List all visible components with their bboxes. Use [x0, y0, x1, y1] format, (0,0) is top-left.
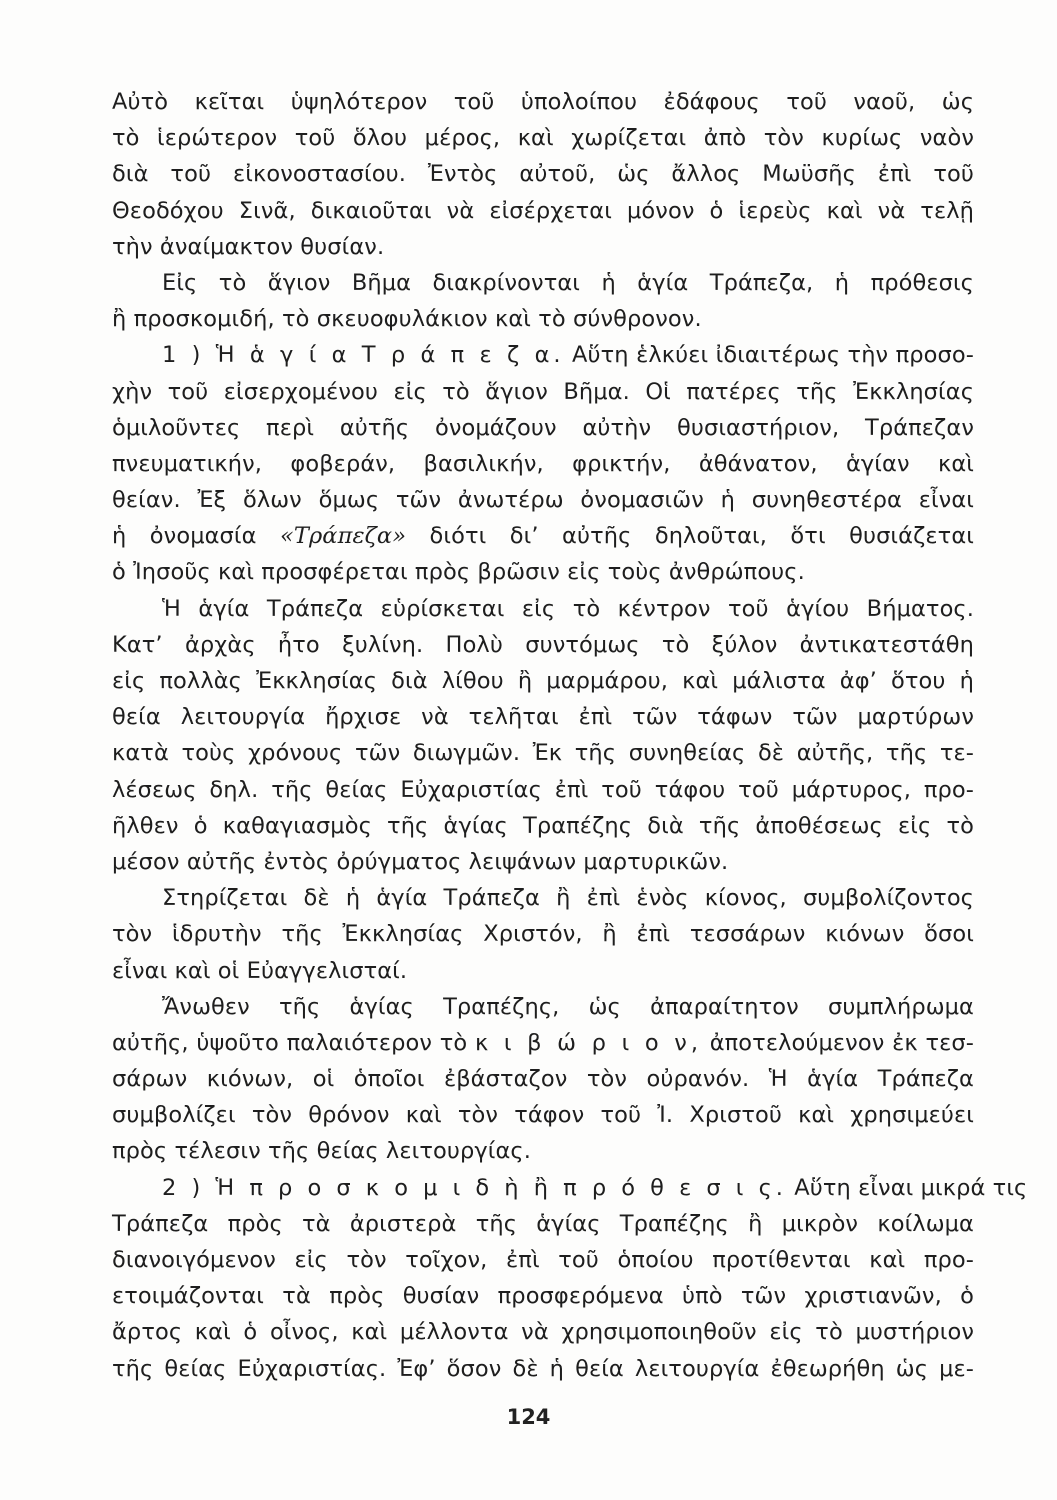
section-heading-line: [112, 1170, 1028, 1206]
text-line: ὁ Ἰησοῦς καὶ προσφέρεται πρὸς βρῶσιν εἰς τοὺς ἀνθρώπους.: [112, 559, 805, 586]
section-heading-line: [112, 337, 974, 373]
text-line: πρὸς τέλεσιν τῆς θείας λειτουργίας.: [112, 1138, 531, 1165]
text-line: λέσεως δηλ. τῆς θείας Εὐχαριστίας ἐπὶ τοῦ τάφου τοῦ μάρτυρος, προ-: [112, 776, 974, 803]
emphasized-term: «Τράπεζα»: [279, 523, 407, 550]
text-line: εἶναι καὶ οἱ Εὐαγγελισταί.: [112, 957, 408, 984]
text-line: ἢ προσκομιδή, τὸ σκευοφυλάκιον καὶ τὸ σύνθρονον.: [112, 306, 702, 333]
page-number: 124: [506, 1405, 551, 1429]
text-line: Θεοδόχου Σινᾶ, δικαιοῦται νὰ εἰσέρχεται μόνον ὁ ἱερεὺς καὶ νὰ τελῇ: [112, 197, 974, 224]
text-fragment: Αὕτη ἑλκύει ἰδιαιτέρως τὴν προσο-: [572, 342, 974, 369]
text-line: [112, 518, 974, 554]
text-line: Ἄνωθεν τῆς ἁγίας Τραπέζης, ὡς ἀπαραίτητον συμπλήρωμα: [162, 993, 974, 1020]
text-line: ὁμιλοῦντες περὶ αὐτῆς ὀνομάζουν αὐτὴν θυσιαστήριον, Τράπεζαν: [112, 414, 974, 441]
section-heading-holy-table: 1 ) Ἡ ἁ γ ί α Τ ρ ά π ε ζ α.: [162, 342, 565, 369]
text-line: [112, 1025, 974, 1061]
text-line: θεία λειτουργία ἤρχισε νὰ τελῆται ἐπὶ τῶν τάφων τῶν μαρτύρων: [112, 704, 974, 731]
text-fragment: ἀποτελούμενον ἐκ τεσ-: [709, 1029, 974, 1056]
spaced-term-kivorion: κ ι β ώ ρ ι ο ν,: [475, 1029, 702, 1056]
text-line: Εἰς τὸ ἅγιον Βῆμα διακρίνονται ἡ ἁγία Τράπεζα, ἡ πρόθεσις: [162, 269, 974, 296]
text-line: θείαν. Ἐξ ὅλων ὅμως τῶν ἀνωτέρω ὀνομασιῶν ἡ συνηθεστέρα εἶναι: [112, 487, 974, 514]
text-line: ῆλθεν ὁ καθαγιασμὸς τῆς ἁγίας Τραπέζης διὰ τῆς ἀποθέσεως εἰς τὸ: [112, 812, 974, 839]
body-text: [112, 84, 1028, 1387]
text-fragment: ἡ ὀνομασία: [112, 523, 257, 550]
text-line: διανοιγόμενον εἰς τὸν τοῖχον, ἐπὶ τοῦ ὁποίου προτίθενται καὶ προ-: [112, 1247, 974, 1273]
text-line: τὴν ἀναίμακτον θυσίαν.: [112, 233, 385, 260]
text-line: διὰ τοῦ εἰκονοστασίου. Ἐντὸς αὐτοῦ, ὡς ἄλλος Μωϋσῆς ἐπὶ τοῦ: [112, 161, 974, 188]
text-line: πνευματικήν, φοβεράν, βασιλικήν, φρικτήν, ἀθάνατον, ἁγίαν καὶ: [112, 450, 974, 477]
text-line: ετοιμάζονται τὰ πρὸς θυσίαν προσφερόμενα ὑπὸ τῶν χριστιανῶν, ὁ: [112, 1283, 974, 1310]
text-line: Ἡ ἁγία Τράπεζα εὑρίσκεται εἰς τὸ κέντρον τοῦ ἁγίου Βήματος.: [162, 595, 974, 622]
section-heading-proskomidi: 2 ) Ἡ π ρ ο σ κ ο μ ι δ ὴ ἢ π ρ ό θ ε σ ι ς.: [162, 1174, 787, 1201]
text-line: τῆς θείας Εὐχαριστίας. Ἐφ’ ὅσον δὲ ἡ θεία λειτουργία ἐθεωρήθη ὡς με-: [112, 1355, 974, 1382]
text-fragment: διότι δι’ αὐτῆς δηλοῦται, ὅτι θυσιάζεται: [429, 523, 974, 550]
text-line: Κατ’ ἀρχὰς ἦτο ξυλίνη. Πολὺ συντόμως τὸ ξύλον ἀντικατεστάθη: [112, 631, 974, 658]
text-line: Τράπεζα πρὸς τὰ ἀριστερὰ τῆς ἁγίας Τραπέζης ἢ μικρὸν κοίλωμα: [112, 1210, 974, 1237]
text-line: σάρων κιόνων, οἱ ὁποῖοι ἐβάσταζον τὸν οὐρανόν. Ἡ ἁγία Τράπεζα: [112, 1066, 974, 1093]
text-line: εἰς πολλὰς Ἐκκλησίας διὰ λίθου ἢ μαρμάρου, καὶ μάλιστα ἀφ’ ὅτου ἡ: [112, 668, 974, 694]
text-line: συμβολίζει τὸν θρόνον καὶ τὸν τάφον τοῦ Ἰ. Χριστοῦ καὶ χρησιμεύει: [112, 1102, 974, 1129]
text-line: μέσον αὐτῆς ἐντὸς ὀρύγματος λειψάνων μαρτυρικῶν.: [112, 848, 729, 875]
text-line: τὸν ἱδρυτὴν τῆς Ἐκκλησίας Χριστόν, ἢ ἐπὶ τεσσάρων κιόνων ὅσοι: [112, 921, 974, 948]
text-line: χὴν τοῦ εἰσερχομένου εἰς τὸ ἅγιον Βῆμα. Οἱ πατέρες τῆς Ἐκκλησίας: [112, 378, 974, 405]
text-line: ἄρτος καὶ ὁ οἶνος, καὶ μέλλοντα νὰ χρησιμοποιηθοῦν εἰς τὸ μυστήριον: [112, 1319, 974, 1346]
text-line: τὸ ἱερώτερον τοῦ ὅλου μέρος, καὶ χωρίζεται ἀπὸ τὸν κυρίως ναὸν: [112, 125, 974, 152]
text-fragment: αὐτῆς, ὑψοῦτο παλαιότερον τὸ: [112, 1029, 468, 1056]
text-line: κατὰ τοὺς χρόνους τῶν διωγμῶν. Ἐκ τῆς συνηθείας δὲ αὐτῆς, τῆς τε-: [112, 740, 974, 767]
text-line: Στηρίζεται δὲ ἡ ἁγία Τράπεζα ἢ ἐπὶ ἑνὸς κίονος, συμβολίζοντος: [162, 885, 974, 912]
text-line: Αὐτὸ κεῖται ὑψηλότερον τοῦ ὑπολοίπου ἐδάφους τοῦ ναοῦ, ὡς: [112, 89, 974, 115]
text-fragment: Αὕτη εἶναι μικρά τις: [794, 1174, 1028, 1201]
